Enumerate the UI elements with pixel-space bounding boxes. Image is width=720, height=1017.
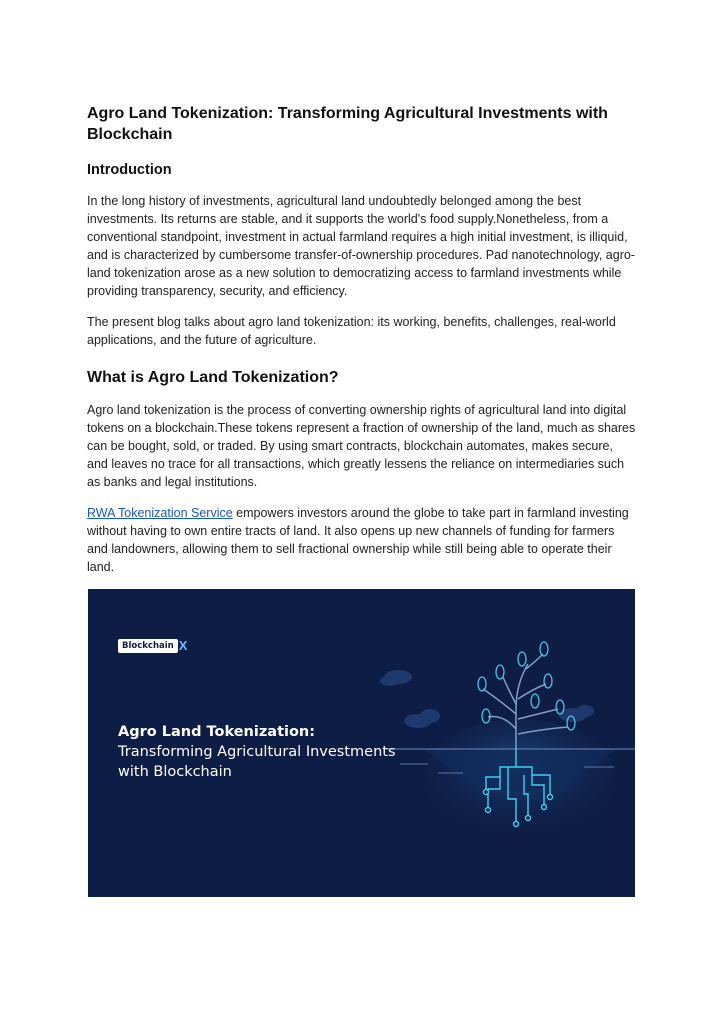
banner-title-rest: Transforming Agricultural Investments with Blockchain <box>118 744 396 780</box>
intro-paragraph-2: The present blog talks about agro land tokenization: its working, benefits, challenges, real-world applications, and the future of agriculture. <box>87 315 616 347</box>
article-body <box>87 103 637 576</box>
intro-heading: Introduction <box>87 162 172 178</box>
article-title: Agro Land Tokenization: Transforming Agricultural Investments with Blockchain <box>87 105 608 143</box>
logo-mark: X <box>178 638 188 653</box>
intro-paragraph-1: In the long history of investments, agricultural land undoubtedly belonged among the best investments. Its returns are stable, and it supports the world's food supply.Nonetheless, from a conventional standpoint, investment in actual farmland requires a high initial investment, is illiquid, and is characterized by cumbersome transfer-of-ownership procedures. Pad nanotechnology, agro-land tokenization arose as a new solution to democratizing access to farmland investments while providing transparency, security, and efficiency. <box>87 194 635 298</box>
banner-title <box>118 722 408 782</box>
what-paragraph-1: Agro land tokenization is the process of converting ownership rights of agricultural land into digital tokens on a blockchain.These tokens represent a fraction of ownership of the land, much as shares can be bought, sold, or traded. By using smart contracts, blockchain automates, makes secure, and leaves no trace for all transactions, which greatly lessens the reliance on intermediaries such as banks and legal institutions. <box>87 403 636 489</box>
what-paragraph-2-text: empowers investors around the globe to take part in farmland investing without having to own entire tracts of land. It also opens up new channels of funding for farmers and landowners, allowing them to sell fractional ownership while still being able to operate their land. <box>87 506 629 574</box>
banner-title-bold: Agro Land Tokenization: <box>118 724 316 740</box>
hero-banner-image <box>88 589 635 897</box>
rwa-tokenization-link[interactable]: RWA Tokenization Service <box>87 506 233 520</box>
what-heading: What is Agro Land Tokenization? <box>87 369 339 386</box>
logo-text: Blockchain <box>118 639 178 653</box>
what-paragraph-2 <box>87 504 637 576</box>
blockchain-logo <box>118 638 187 653</box>
